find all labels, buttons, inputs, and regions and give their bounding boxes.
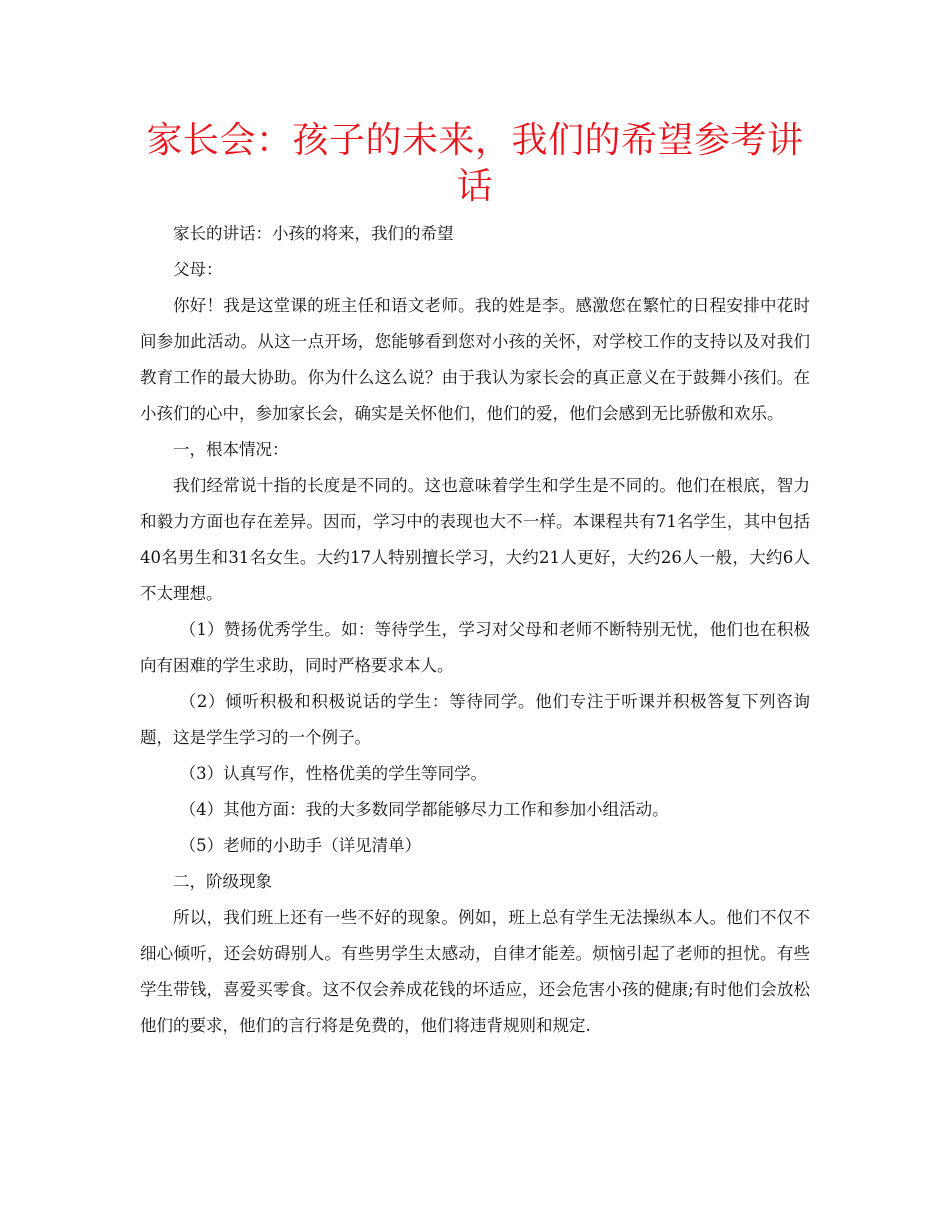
list-item-3: （3）认真写作，性格优美的学生等同学。	[179, 764, 488, 783]
class-phenomena-paragraph: 所以，我们班上还有一些不好的现象。例如，班上总有学生无法操纵本人。他们不仅不细心倾听，还会妨碍别人。有些男学生太感动，自律才能差。烦恼引起了老师的担忧。有些学生带钱，喜爱买零食。这不仅会养成花钱的坏适应，还会危害小孩的健康;有时他们会放松他们的要求，他们的言行将是免费的，他们将违背规则和规定.	[140, 908, 810, 1035]
list-item-4: （4）其他方面：我的大多数同学都能够尽力工作和参加小组活动。	[179, 800, 669, 819]
list-item-1: （1）赞扬优秀学生。如：等待学生，学习对父母和老师不断特别无忧，他们也在积极向有困难的学生求助，同时严格要求本人。	[140, 620, 810, 675]
list-item-2: （2）倾听积极和积极说话的学生：等待同学。他们专注于听课并积极答复下列咨询题，这是学生学习的一个例子。	[140, 692, 810, 747]
opening-paragraph: 你好！我是这堂课的班主任和语文老师。我的姓是李。感激您在繁忙的日程安排中花时间参加此活动。从这一点开场，您能够看到您对小孩的关怀，对学校工作的支持以及对我们教育工作的最大协助。你为什么这么说？由于我认为家长会的真正意义在于鼓舞小孩们。在小孩们的心中，参加家长会，确实是关怀他们，他们的爱，他们会感到无比骄傲和欢乐。	[140, 296, 810, 423]
salutation: 父母：	[173, 260, 223, 279]
speech-subtitle: 家长的讲话：小孩的将来，我们的希望	[173, 224, 454, 243]
basic-situation-paragraph: 我们经常说十指的长度是不同的。这也意味着学生和学生是不同的。他们在根底，智力和毅力方面也存在差异。因而，学习中的表现也大不一样。本课程共有71名学生，其中包括40名男生和31名女生。大约17人特别擅长学习，大约21人更好，大约26人一般，大约6人不太理想。	[140, 476, 810, 603]
section-heading-class-phenomena: 二，阶级现象	[173, 872, 272, 891]
document-title: 家长会：孩子的未来，我们的希望参考讲话	[146, 120, 804, 207]
document-page	[140, 118, 810, 1044]
list-item-5: （5）老师的小助手（详见清单）	[179, 836, 422, 855]
section-heading-basic-situation: 一，根本情况：	[173, 440, 289, 459]
